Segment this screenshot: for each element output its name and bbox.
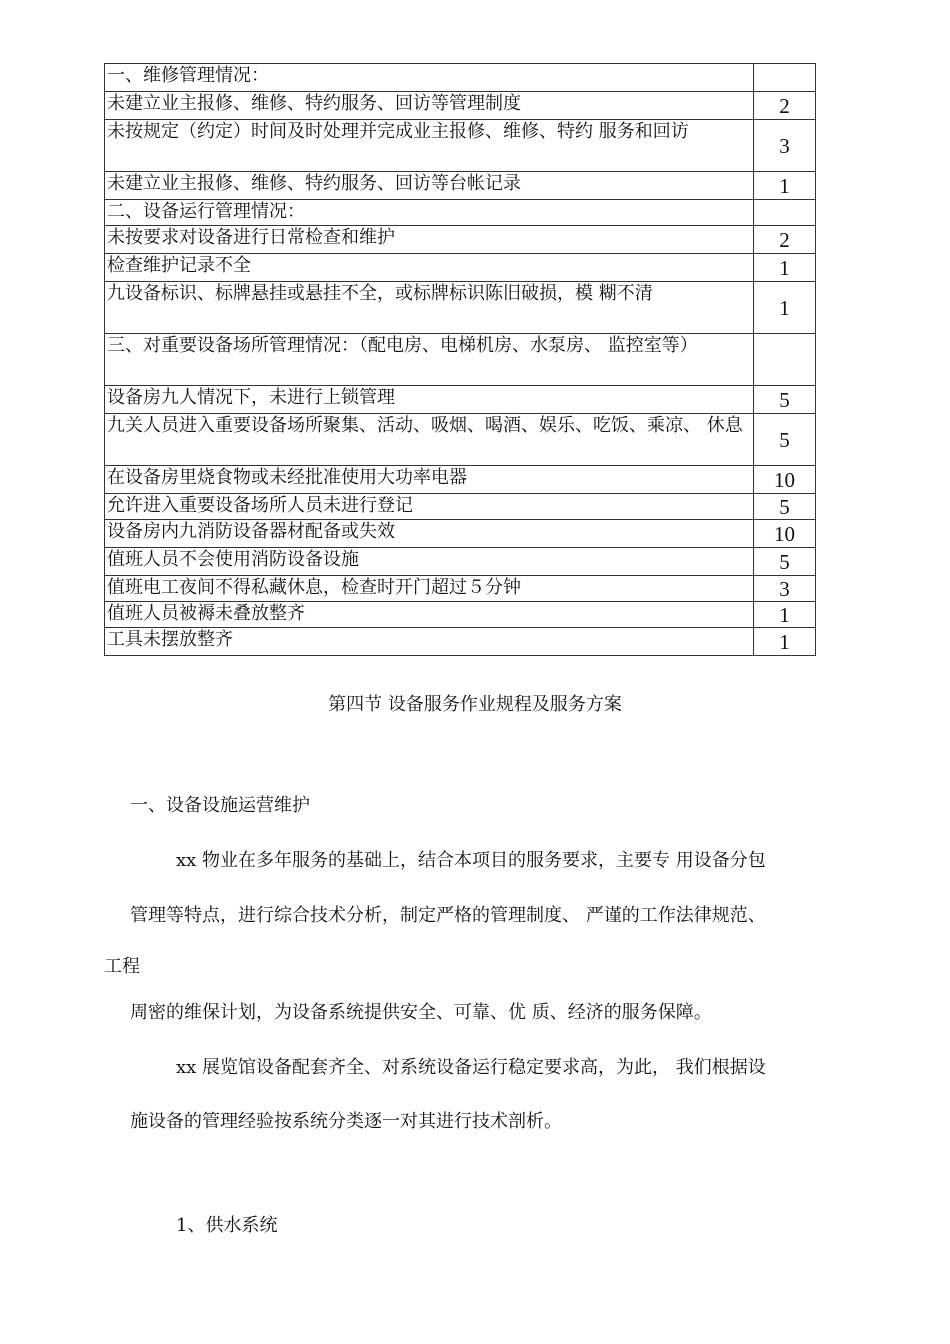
table-cell-score: 2 [754,226,816,254]
table-cell-score: 5 [754,494,816,520]
table-cell-score: 1 [754,628,816,656]
table-cell-score: 3 [754,120,816,172]
table-row [105,466,816,494]
table-row [105,254,816,282]
table-cell-score: 1 [754,172,816,200]
table-row [105,494,816,520]
table-cell-score: 1 [754,282,816,334]
table-cell-item: 未建立业主报修、维修、特约服务、回访等台帐记录 [105,172,754,200]
table-cell-item: 九关人员进入重要设备场所聚集、活动、吸烟、喝酒、娱乐、吃饭、乘凉、 休息 [105,414,754,466]
paragraph-1-line-3: 工程 [104,956,140,977]
table-cell-item: 未建立业主报修、维修、特约服务、回访等管理制度 [105,92,754,120]
table-row [105,334,816,386]
table-cell-item: 工具未摆放整齐 [105,628,754,656]
table-cell-item: 设备房内九消防设备器材配备或失效 [105,520,754,548]
table-cell-score: 10 [754,466,816,494]
table-cell-score: 5 [754,386,816,414]
table-cell-score: 5 [754,548,816,576]
table-row [105,172,816,200]
table-row [105,200,816,226]
table-cell-item: 三、对重要设备场所管理情况：（配电房、电梯机房、水泵房、 监控室等） [105,334,754,386]
table-row [105,520,816,548]
table-row [105,548,816,576]
table-row [105,386,816,414]
scoring-table [104,63,816,656]
table-cell-item: 未按规定（约定）时间及时处理并完成业主报修、维修、特约 服务和回访 [105,120,754,172]
table-row [105,576,816,602]
scoring-table-body [105,64,816,656]
table-row [105,282,816,334]
table-cell-item: 一、维修管理情况： [105,64,754,92]
table-cell-item: 在设备房里烧食物或未经批准使用大功率电器 [105,466,754,494]
table-cell-item: 二、设备运行管理情况： [105,200,754,226]
table-row [105,628,816,656]
table-cell-item: 允许进入重要设备场所人员未进行登记 [105,494,754,520]
table-cell-score: 2 [754,92,816,120]
table-cell-score: 3 [754,576,816,602]
heading-equipment-maintenance: 一、设备设施运营维护 [130,795,310,816]
paragraph-1-line-1: xx 物业在多年服务的基础上，结合本项目的服务要求，主要专 用设备分包 [176,850,766,871]
table-cell-score [754,200,816,226]
table-cell-item: 值班人员不会使用消防设备设施 [105,548,754,576]
table-cell-score [754,64,816,92]
table-row [105,64,816,92]
paragraph-1-line-2: 管理等特点，进行综合技术分析，制定严格的管理制度、 严谨的工作法律规范、 [130,905,766,926]
table-cell-score: 5 [754,414,816,466]
table-cell-score: 1 [754,254,816,282]
table-cell-score: 10 [754,520,816,548]
heading-water-supply-system: 1、供水系统 [176,1215,278,1236]
table-cell-item: 值班电工夜间不得私藏休息，检查时开门超过５分钟 [105,576,754,602]
table-row [105,120,816,172]
table-cell-item: 值班人员被褥未叠放整齐 [105,602,754,628]
paragraph-1-line-4: 周密的维保计划，为设备系统提供安全、可靠、优 质、经济的服务保障。 [130,1002,712,1023]
table-row [105,602,816,628]
table-cell-score [754,334,816,386]
paragraph-2-line-1: xx 展览馆设备配套齐全、对系统设备运行稳定要求高，为此， 我们根据设 [176,1057,766,1078]
table-cell-item: 九设备标识、标牌悬挂或悬挂不全，或标牌标识陈旧破损，模 糊不清 [105,282,754,334]
table-cell-score: 1 [754,602,816,628]
table-cell-item: 未按要求对设备进行日常检查和维护 [105,226,754,254]
table-cell-item: 检查维护记录不全 [105,254,754,282]
table-row [105,414,816,466]
paragraph-2-line-2: 施设备的管理经验按系统分类逐一对其进行技术剖析。 [130,1111,562,1132]
section-title: 第四节 设备服务作业规程及服务方案 [328,694,622,715]
table-row [105,226,816,254]
table-cell-item: 设备房九人情况下，未进行上锁管理 [105,386,754,414]
table-row [105,92,816,120]
